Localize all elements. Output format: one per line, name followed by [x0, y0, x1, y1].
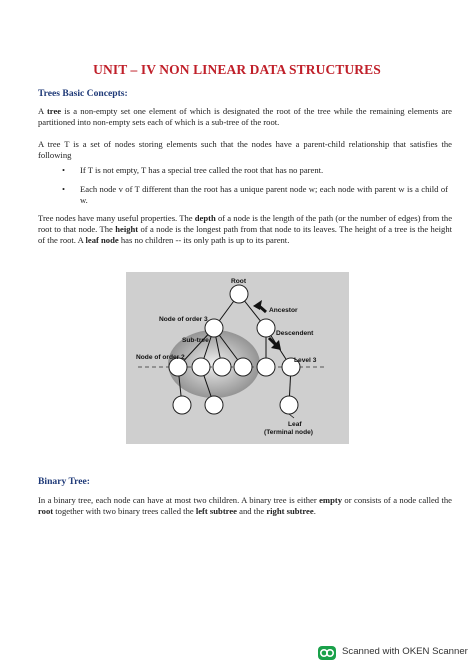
page-title: UNIT – IV NON LINEAR DATA STRUCTURES [93, 62, 381, 77]
section-heading-binary-tree: Binary Tree: [38, 476, 90, 487]
scanner-text: Scanned with OKEN Scanner [342, 646, 468, 657]
tree-node [257, 358, 275, 376]
leaf-pointer [289, 414, 294, 418]
label-ancestor: Ancestor [269, 307, 298, 314]
descendent-arrow-icon [269, 338, 281, 350]
paragraph-tree-set: A tree T is a set of nodes storing elements such that the nodes have a parent-child relationship that satisfies the following [38, 139, 452, 161]
tree-node [192, 358, 210, 376]
label-terminal: (Terminal node) [264, 429, 313, 436]
bullet-dot: • [62, 165, 66, 175]
paragraph-binary-tree: In a binary tree, each node can have at most two children. A binary tree is either empty or consists of a node called the root together with two binary trees called the left subtree and the right subtree. [38, 495, 452, 517]
tree-node [234, 358, 252, 376]
tree-node [205, 396, 223, 414]
bullet-text: If T is not empty, T has a special tree called the root that has no parent. [80, 165, 324, 175]
tree-node [280, 396, 298, 414]
tree-node [173, 396, 191, 414]
label-node-order3: Node of order 3 [159, 316, 208, 323]
tree-diagram-figure [126, 272, 349, 444]
label-root: Root [231, 278, 247, 285]
tree-node [230, 285, 248, 303]
paragraph-tree-properties: Tree nodes have many useful properties. The depth of a node is the length of the path (or the number of edges) from the root to that node. The height of a node is the longest path from that node to its leaves. The height of a tree is the height of the root. A leaf node has no children -- its only path is up to its parent. [38, 213, 453, 246]
bullet-text: Each node v of T different than the root has a unique parent node w; each node with parent w is a child of w. [80, 184, 448, 206]
tree-node [213, 358, 231, 376]
scanner-watermark [318, 645, 468, 661]
section-heading-trees: Trees Basic Concepts: [38, 88, 128, 99]
paragraph-tree-definition: A tree is a non-empty set one element of which is designated the root of the tree while the remaining elements are partitioned into non-empty sets each of which is a sub-tree of the root. [38, 106, 452, 128]
label-leaf: Leaf [288, 421, 302, 428]
label-subtree: Sub-tree [182, 337, 209, 344]
tree-node [257, 319, 275, 337]
ancestor-arrow-icon [253, 300, 266, 312]
oken-scanner-logo-icon [318, 646, 336, 660]
bullet-dot: • [62, 184, 66, 194]
label-level3: Level 3 [294, 357, 317, 364]
label-descendent: Descendent [276, 330, 314, 337]
label-node-order2: Node of order 2 [136, 354, 185, 361]
